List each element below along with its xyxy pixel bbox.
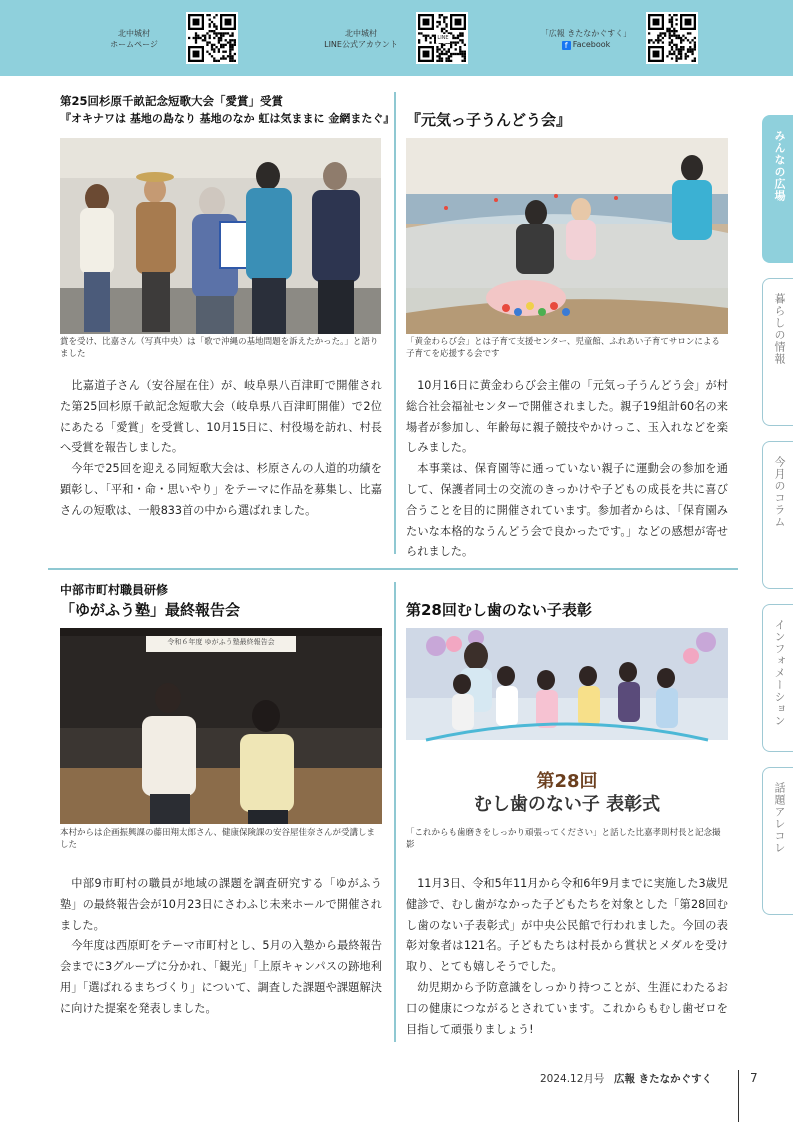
side-tab-community[interactable]: [762, 115, 793, 263]
mushiba-body: [406, 874, 728, 1040]
undokai-body: [406, 376, 728, 563]
undokai-photo: [406, 138, 728, 334]
tanka-body: [60, 376, 382, 522]
qr-facebook-label-line1: 「広報 きたなかぐすく」: [540, 29, 632, 38]
qr-homepage-label-line1: 北中城村: [118, 29, 150, 38]
header-bar: [0, 0, 793, 76]
facebook-qr-code[interactable]: [646, 12, 698, 64]
qr-line-label-line2: LINE公式アカウント: [324, 40, 398, 49]
mushiba-title: 第28回むし歯のない子表彰: [406, 601, 592, 619]
side-tab-community-label: みんなの広場: [773, 130, 786, 202]
tanka-photo-caption: 賞を受け、比嘉さん（写真中央）は「歌で沖縄の基地問題を訴えたかった。」と語りました: [60, 337, 379, 359]
side-tab-living-info[interactable]: [762, 278, 793, 426]
line-logo-icon: LINE: [437, 35, 449, 41]
facebook-icon: f: [562, 41, 571, 50]
tanka-body-paragraph-1: 比嘉道子さん（安谷屋在住）が、岐阜県八百津町で開催された第25回杉原千畝記念短歌大会（岐阜県八百津町開催）で2位にあたる「愛賞」を受賞し、10月15日に、村役場を訪れ、村長へ受賞を報告しました。: [60, 379, 382, 455]
column-divider-bottom: [394, 582, 396, 1042]
mushiba-banner-line1: 第28回: [536, 771, 598, 792]
homepage-qr-code[interactable]: [186, 12, 238, 64]
qr-facebook-label-line2: Facebook: [572, 40, 611, 49]
undokai-body-paragraph-1: 10月16日に黄金わらび会主催の「元気っ子うんどう会」が村総合社会福祉センターで開催されました。親子19組計60名の来場者が参加し、年齢毎に親子競技やかけっこ、玉入れなどを楽しみました。: [406, 379, 728, 455]
mushiba-photo: [406, 628, 728, 824]
side-tab-information-label: インフォメーション: [773, 619, 786, 727]
column-divider-top: [394, 92, 396, 554]
side-tab-column[interactable]: [762, 441, 793, 589]
undokai-body-paragraph-2: 本事業は、保育園等に通っていない親子に運動会の参加を通して、保護者同士の交流のきっかけや子どもの成長を共に喜び合うことを目的に開催されています。参加者からは、「保育園みたいな本格的なうんどう会で良かったです。」などの感想が寄せられました。: [406, 462, 728, 559]
line-qr-code[interactable]: [416, 12, 468, 64]
qr-line-label: [316, 28, 406, 50]
yugafu-body-paragraph-1: 中部9市町村の職員が地域の課題を調査研究する「ゆがふう塾」の最終報告会が10月23日にさわふじ未来ホールで開催されました。: [60, 877, 382, 932]
mushiba-photo-caption: 「これからも歯磨きをしっかり頑張ってください」と話した比嘉孝則村長と記念撮影: [406, 828, 721, 850]
undokai-title: 『元気っ子うんどう会』: [406, 111, 572, 129]
mushiba-banner-line2: むし歯のない子 表彰式: [473, 794, 661, 815]
side-tab-topics-label: 話題アレコレ: [773, 782, 786, 854]
yugafu-banner-text: 令和６年度 ゆがふう塾最終報告会: [167, 638, 275, 646]
yugafu-body: [60, 874, 382, 1020]
footer-publication: 広報 きたなかぐすく: [614, 1073, 713, 1085]
tanka-title-line2: 『オキナワは 基地の島なり 基地のなか 虹は気ままに 金網またぐ』: [60, 112, 395, 125]
side-tab-column-label: 今月のコラム: [773, 456, 786, 528]
yugafu-title-line2: 「ゆがふう塾」最終報告会: [60, 601, 241, 619]
yugafu-photo: [60, 628, 382, 824]
side-tab-living-info-label: 暮らしの情報: [773, 293, 786, 365]
page-number: 7: [750, 1071, 758, 1085]
footer-issue: 2024.12月号: [540, 1073, 605, 1085]
mushiba-body-paragraph-2: 幼児期から予防意識をしっかり持つことが、生涯にわたるお口の健康につながるとされています。これからもむし歯ゼロを目指して頑張りましょう!: [406, 980, 728, 1036]
footer-divider: [738, 1070, 739, 1122]
qr-homepage-label-line2: ホームページ: [110, 40, 158, 49]
mushiba-body-paragraph-1: 11月3日、令和5年11月から令和6年9月までに実施した3歳児健診で、むし歯がなかった子どもたちを対象とした「第28回むし歯のない子表彰式」が中央公民館で行われました。今回の表彰対象者は121名。子どもたちは村長から賞状とメダルを受け取り、とても嬉しそうでした。: [406, 877, 728, 974]
side-tab-topics[interactable]: [762, 767, 793, 915]
yugafu-title-line1: 中部市町村職員研修: [60, 583, 169, 597]
row-divider: [48, 568, 738, 570]
tanka-title-line1: 第25回杉原千畝記念短歌大会「愛賞」受賞: [60, 94, 284, 108]
yugafu-photo-caption: 本村からは企画振興課の藤田翔太郎さん、健康保険課の安谷屋佳奈さんが受講しました: [60, 828, 376, 850]
yugafu-body-paragraph-2: 今年度は西原町をテーマ市町村とし、5月の入塾から最終報告会までに3グループに分かれ、「観光」「上原キャンパスの跡地利用」「選ばれるまちづくり」について、調査した課題や課題解決に向けた提案を発表しました。: [60, 939, 382, 1015]
qr-line-label-line1: 北中城村: [345, 29, 377, 38]
undokai-photo-caption: 「黄金わらび会」とは子育て支援センター、児童館、ふれあい子育てサロンによる子育てを応援する会です: [406, 337, 720, 359]
side-tab-information[interactable]: [762, 604, 793, 752]
qr-homepage-label: [104, 28, 164, 50]
tanka-award-photo: [60, 138, 381, 334]
qr-facebook-label: [538, 28, 634, 50]
tanka-body-paragraph-2: 今年で25回を迎える同短歌大会は、杉原さんの人道的功績を顕彰し、「平和・命・思いやり」をテーマに作品を募集し、比嘉さんの短歌は、一般833首の中から選ばれました。: [60, 462, 382, 517]
